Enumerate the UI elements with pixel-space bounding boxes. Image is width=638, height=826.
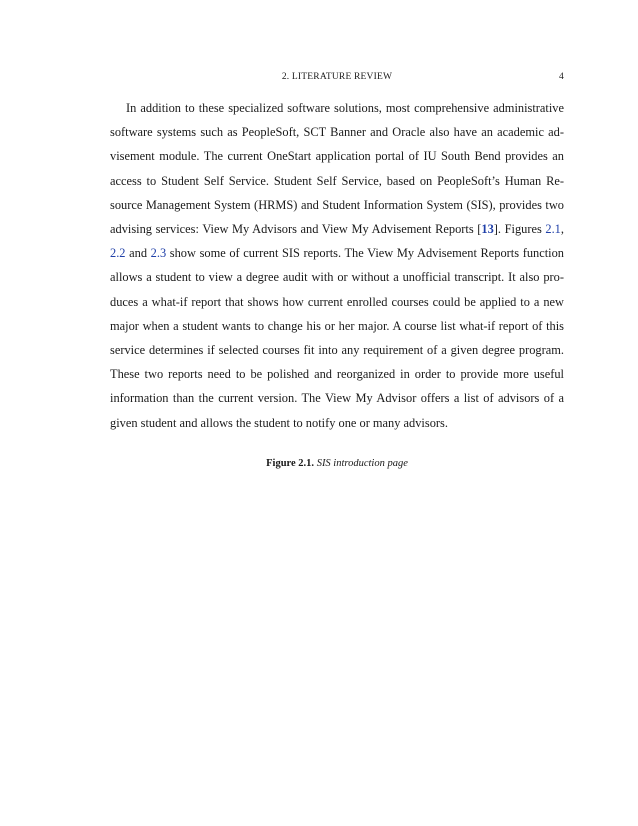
- figure-caption: [110, 458, 564, 469]
- chapter-title: 2. LITERATURE REVIEW: [281, 72, 393, 82]
- figure-link-2-2[interactable]: 2.2: [110, 246, 126, 261]
- paragraph-text: ]. Figures: [493, 222, 546, 237]
- citation-link-13[interactable]: 13: [481, 222, 494, 237]
- caption-label: Figure 2.1.: [266, 458, 315, 469]
- figure-link-2-1[interactable]: 2.1: [545, 222, 561, 237]
- paragraph-text: and: [125, 246, 151, 261]
- running-header: [110, 72, 564, 86]
- figure-link-2-3[interactable]: 2.3: [150, 246, 167, 261]
- paragraph-text: show some of current SIS reports. The View My Advisement Reports function allows a student to view a degree audit with or without a unofficial transcript. It also produces a what-if report that shows how current enrolled courses could be applied to a new major when a student wants to change his or her major. A course list what-if report of this service determines if selected courses fit into any requirement of a given degree program. These two reports need to be polished and reorganized in order to provide more useful information than the current version. The View My Advisor offers a list of advisors of a given student and allows the student to notify one or many advisors.: [110, 246, 564, 430]
- body-paragraph: [110, 96, 564, 435]
- paragraph-text: In addition to these specialized software solutions, most comprehensive administrative software systems such as PeopleSoft, SCT Banner and Oracle also have an academic advisement module. The current OneStart application portal of IU South Bend provides an access to Student Self Service. Student Self Service, based on PeopleSoft’s Human Resource Management System (HRMS) and Student Information System (SIS), provides two advising services: View My Advisors and View My Advisement Reports [: [110, 101, 564, 237]
- page-number: 4: [559, 72, 564, 82]
- caption-text: SIS introduction page: [316, 458, 408, 469]
- paragraph-text: ,: [560, 222, 564, 237]
